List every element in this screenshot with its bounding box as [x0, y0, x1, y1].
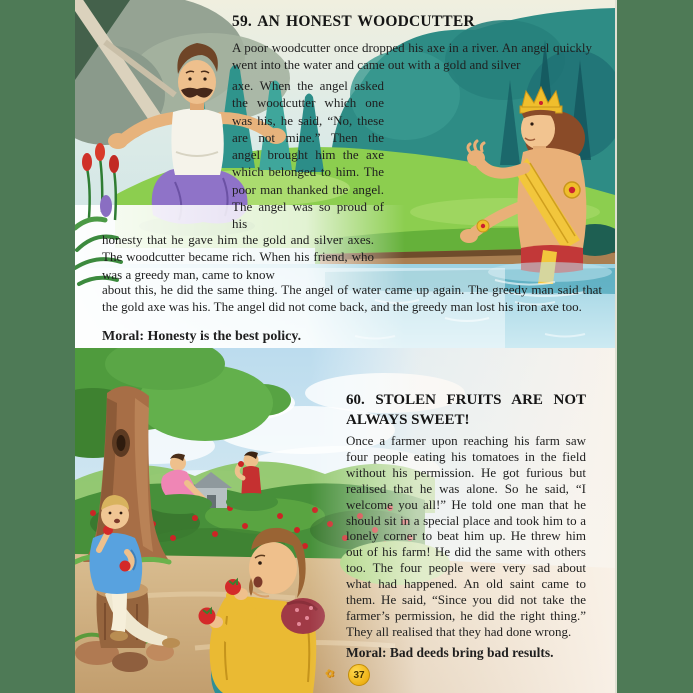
- story-1-moral: Moral: Honesty is the best policy.: [102, 329, 302, 344]
- story-1-title: 59. AN HONEST WOODCUTTER: [232, 13, 475, 30]
- story-1-paragraph-narrow: axe. When the angel asked the woodcutter which one was his, he said, “No, these are not mine.” Then the angel brought him the axe which belonged to him. The poor man thanked the angel. The angel was so proud of his: [232, 78, 384, 232]
- story-2-paragraph: Once a farmer upon reaching his farm saw four people eating his tomatoes in the field without his permission. He got furious but realised that he was alone. So he said, “I welcome you all!” He told one man that he should sit in a special place and took him to a lonely corner to beat him up. He threw him out of his farm! He did the same with others too. The four people were very sad about what had happened. An old saint came to them. He said, “Since you did not take the farmer’s permission, he did the right thing.” They all realised that they had done wrong.: [346, 433, 586, 639]
- storybook-page: [75, 0, 617, 693]
- story-2-moral: Moral: Bad deeds bring bad results.: [346, 645, 554, 660]
- story-1-paragraph-full: about this, he did the same thing. The angel of water came up again. The greedy man said that the gold axe was his. The angel did not come back, and the greedy man lost his iron axe too.: [102, 282, 602, 315]
- story-2-title: 60. STOLEN FRUITS ARE NOT ALWAYS SWEET!: [346, 392, 586, 428]
- story-1-paragraph-wide: A poor woodcutter once dropped his axe in a river. An angel quickly went into the water and came out with a gold and silver: [232, 40, 592, 73]
- page-number: 37: [353, 669, 365, 681]
- decorative-flourish-icon: ✿: [323, 666, 336, 681]
- page-number-badge: [348, 664, 370, 686]
- story-1-paragraph-mid: honesty that he gave him the gold and silver axes. The woodcutter became rich. When his friend, who was a greedy man, came to know: [102, 232, 374, 282]
- page-footer: [325, 662, 385, 688]
